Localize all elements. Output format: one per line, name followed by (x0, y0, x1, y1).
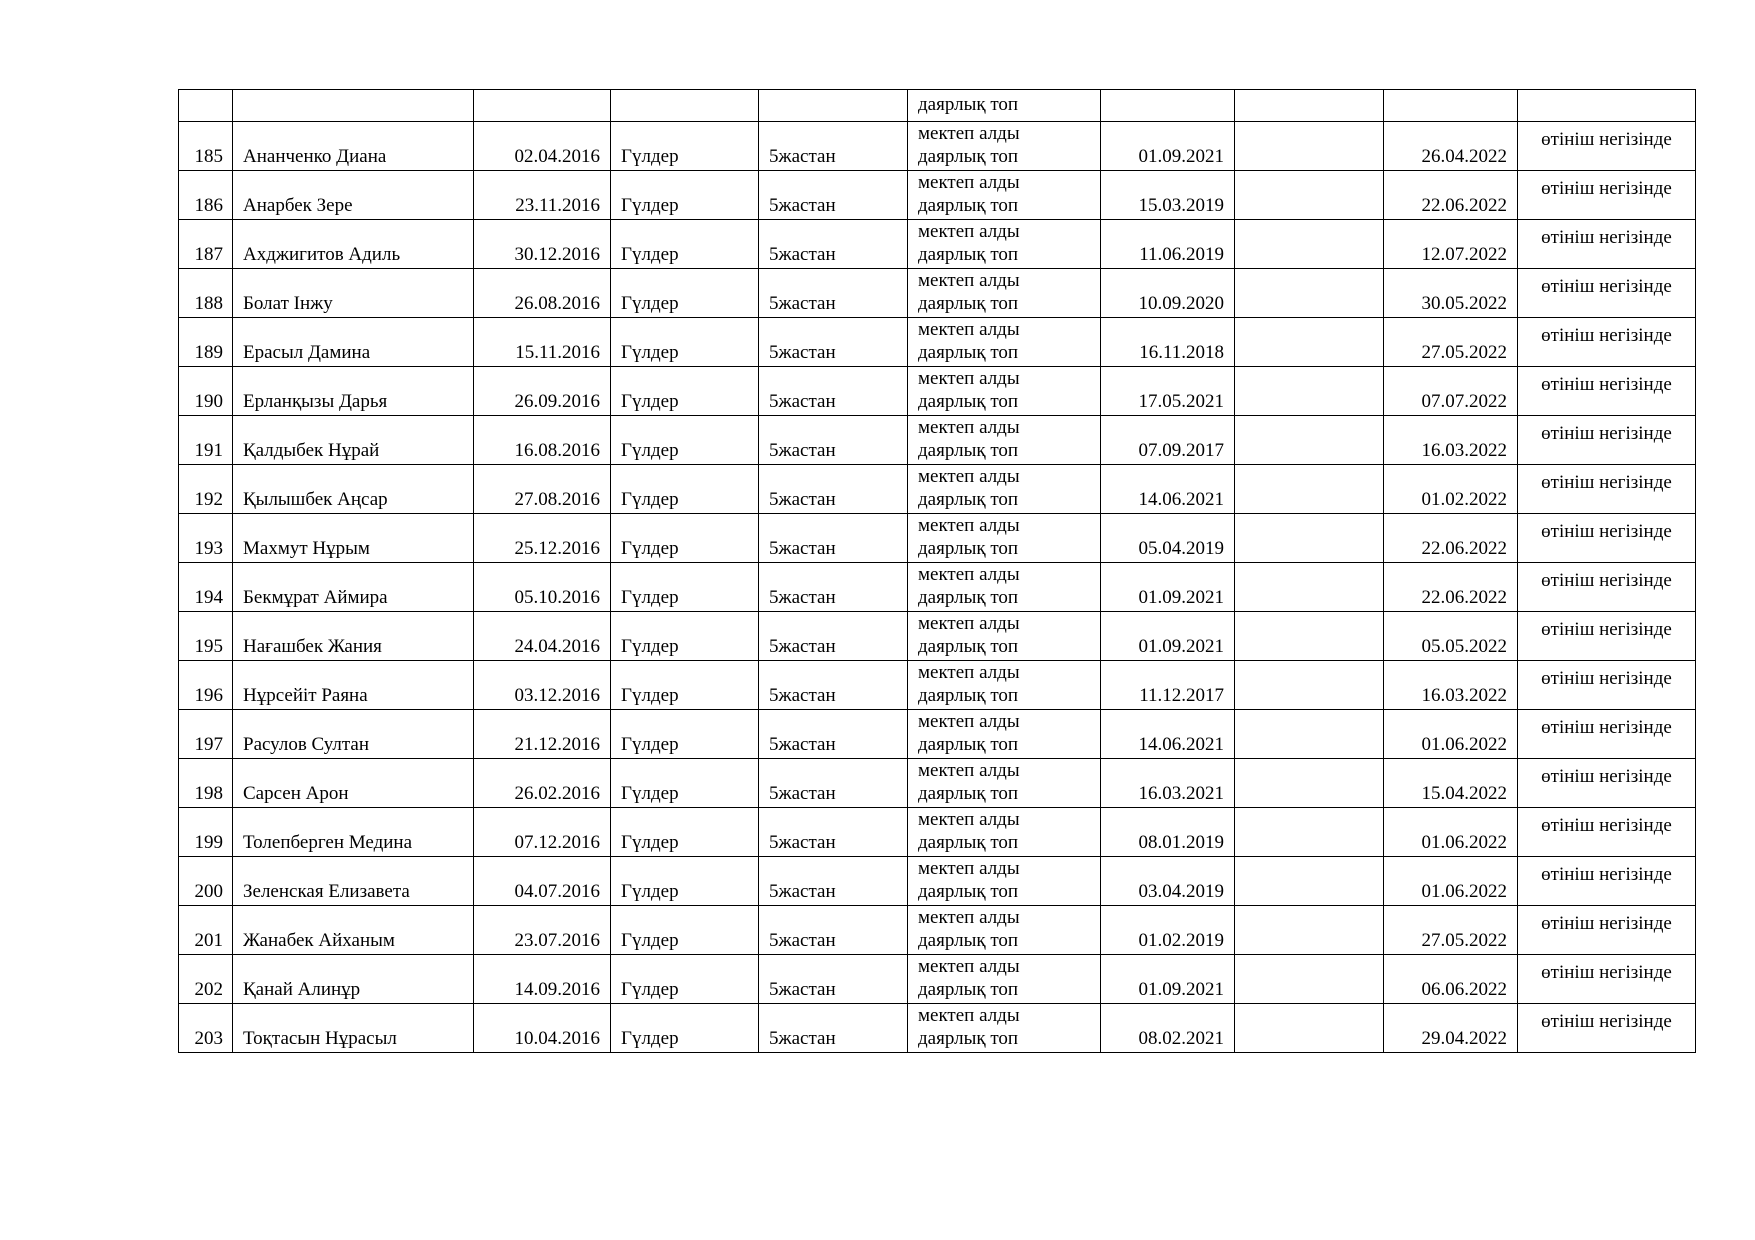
program-line-1: мектеп алды (918, 1005, 1020, 1026)
cell-group: Гүлдер (611, 710, 759, 759)
cell-date-in: 14.06.2021 (1101, 710, 1235, 759)
cell-empty (1235, 857, 1384, 906)
cell-reason: өтініш негізінде (1518, 165, 1696, 214)
cell-empty (1235, 367, 1384, 416)
program-line-1: мектеп алды (918, 123, 1020, 144)
table-row (179, 171, 1696, 220)
cell-age: 5жастан (759, 220, 908, 269)
cell-date-in: 07.09.2017 (1101, 416, 1235, 465)
cell-birth-date: 24.04.2016 (474, 612, 611, 661)
cell-number: 187 (179, 220, 233, 269)
program-line-1: мектеп алды (918, 172, 1020, 193)
program-line-2: даярлық топ (918, 440, 1019, 461)
cell-empty (1235, 220, 1384, 269)
cell-date-out: 16.03.2022 (1384, 416, 1518, 465)
cell-program (908, 661, 1101, 710)
cell-reason: өтініш негізінде (1518, 949, 1696, 998)
cell-date-in: 01.09.2021 (1101, 955, 1235, 1004)
cell-program (908, 269, 1101, 318)
cell-date-in: 01.09.2021 (1101, 563, 1235, 612)
cell-reason: өтініш негізінде (1518, 753, 1696, 802)
cell-birth-date (474, 90, 611, 122)
program-line-1: мектеп алды (918, 613, 1020, 634)
program-line-1: мектеп алды (918, 907, 1020, 928)
cell-date-out: 05.05.2022 (1384, 612, 1518, 661)
cell-group: Гүлдер (611, 808, 759, 857)
cell-empty (1235, 1004, 1384, 1053)
cell-name: Махмут Нұрым (233, 514, 474, 563)
program-line-1: мектеп алды (918, 368, 1020, 389)
cell-group: Гүлдер (611, 416, 759, 465)
cell-group: Гүлдер (611, 563, 759, 612)
cell-program (908, 906, 1101, 955)
cell-name: Жанабек Айханым (233, 906, 474, 955)
cell-date-out: 01.02.2022 (1384, 465, 1518, 514)
program-line-1: мектеп алды (918, 858, 1020, 879)
cell-group: Гүлдер (611, 1004, 759, 1053)
cell-empty (1235, 122, 1384, 171)
cell-reason: өтініш негізінде (1518, 900, 1696, 949)
cell-group: Гүлдер (611, 171, 759, 220)
cell-program (908, 612, 1101, 661)
cell-reason: өтініш негізінде (1518, 508, 1696, 557)
cell-birth-date: 16.08.2016 (474, 416, 611, 465)
cell-reason: өтініш негізінде (1518, 998, 1696, 1047)
cell-program (908, 808, 1101, 857)
cell-age: 5жастан (759, 416, 908, 465)
cell-program (908, 122, 1101, 171)
cell-age: 5жастан (759, 122, 908, 171)
cell-date-out: 15.04.2022 (1384, 759, 1518, 808)
table-row (179, 808, 1696, 857)
program-line-2: даярлық топ (918, 881, 1019, 902)
cell-age: 5жастан (759, 563, 908, 612)
cell-program (908, 416, 1101, 465)
cell-age: 5жастан (759, 661, 908, 710)
cell-number: 190 (179, 367, 233, 416)
cell-group: Гүлдер (611, 955, 759, 1004)
cell-number: 188 (179, 269, 233, 318)
cell-program (908, 759, 1101, 808)
table-row (179, 759, 1696, 808)
cell-program (908, 1004, 1101, 1053)
cell-number: 192 (179, 465, 233, 514)
cell-name: Нағашбек Жания (233, 612, 474, 661)
cell-group: Гүлдер (611, 759, 759, 808)
cell-age: 5жастан (759, 759, 908, 808)
cell-age: 5жастан (759, 367, 908, 416)
cell-name (233, 90, 474, 122)
cell-date-in: 11.12.2017 (1101, 661, 1235, 710)
cell-birth-date: 15.11.2016 (474, 318, 611, 367)
cell-number: 200 (179, 857, 233, 906)
cell-number (179, 90, 233, 122)
cell-group: Гүлдер (611, 906, 759, 955)
cell-date-out (1384, 90, 1518, 122)
table-row (179, 318, 1696, 367)
cell-name: Сарсен Арон (233, 759, 474, 808)
cell-name: Зеленская Елизавета (233, 857, 474, 906)
cell-empty (1235, 171, 1384, 220)
cell-age: 5жастан (759, 857, 908, 906)
cell-name: Бекмұрат Аймира (233, 563, 474, 612)
cell-date-in: 03.04.2019 (1101, 857, 1235, 906)
cell-reason: өтініш негізінде (1518, 704, 1696, 753)
cell-name: Қалдыбек Нұрай (233, 416, 474, 465)
program-line-1: мектеп алды (918, 319, 1020, 340)
cell-empty (1235, 514, 1384, 563)
table-row (179, 220, 1696, 269)
table-row (179, 563, 1696, 612)
cell-date-out: 27.05.2022 (1384, 318, 1518, 367)
cell-age: 5жастан (759, 171, 908, 220)
cell-date-out: 01.06.2022 (1384, 857, 1518, 906)
cell-name: Ахджигитов Адиль (233, 220, 474, 269)
program-line-1: мектеп алды (918, 564, 1020, 585)
program-line-1: мектеп алды (918, 711, 1020, 732)
cell-name: Нұрсейіт Раяна (233, 661, 474, 710)
cell-date-out: 26.04.2022 (1384, 122, 1518, 171)
cell-program (908, 367, 1101, 416)
cell-number: 203 (179, 1004, 233, 1053)
cell-birth-date: 26.08.2016 (474, 269, 611, 318)
program-line-2: даярлық топ (918, 391, 1019, 412)
cell-name: Қылышбек Аңсар (233, 465, 474, 514)
program-line-2: даярлық топ (918, 146, 1019, 167)
program-line-1: мектеп алды (918, 760, 1020, 781)
cell-date-out: 27.05.2022 (1384, 906, 1518, 955)
cell-reason: өтініш негізінде (1518, 606, 1696, 655)
program-line-2: даярлық топ (918, 783, 1019, 804)
cell-number: 199 (179, 808, 233, 857)
cell-program (908, 563, 1101, 612)
program-line-2: даярлық топ (918, 195, 1019, 216)
program-line-1: мектеп алды (918, 270, 1020, 291)
cell-number: 185 (179, 122, 233, 171)
table-row (179, 857, 1696, 906)
cell-date-in: 08.02.2021 (1101, 1004, 1235, 1053)
cell-group: Гүлдер (611, 318, 759, 367)
cell-date-in: 01.09.2021 (1101, 612, 1235, 661)
cell-age: 5жастан (759, 1004, 908, 1053)
cell-name: Расулов Султан (233, 710, 474, 759)
cell-number: 201 (179, 906, 233, 955)
table-row (179, 122, 1696, 171)
cell-group: Гүлдер (611, 612, 759, 661)
cell-date-in: 08.01.2019 (1101, 808, 1235, 857)
cell-birth-date: 26.09.2016 (474, 367, 611, 416)
cell-name: Анарбек Зере (233, 171, 474, 220)
program-line-2: даярлық топ (918, 636, 1019, 657)
cell-age: 5жастан (759, 906, 908, 955)
cell-birth-date: 27.08.2016 (474, 465, 611, 514)
cell-reason: өтініш негізінде (1518, 312, 1696, 361)
cell-date-out: 01.06.2022 (1384, 710, 1518, 759)
cell-name: Толепберген Медина (233, 808, 474, 857)
program-line-2: даярлық топ (918, 979, 1019, 1000)
cell-date-out: 29.04.2022 (1384, 1004, 1518, 1053)
table-row (179, 1004, 1696, 1053)
cell-empty (1235, 465, 1384, 514)
cell-age: 5жастан (759, 808, 908, 857)
cell-birth-date: 07.12.2016 (474, 808, 611, 857)
cell-empty (1235, 906, 1384, 955)
program-line-1: мектеп алды (918, 466, 1020, 487)
cell-birth-date: 03.12.2016 (474, 661, 611, 710)
cell-group: Гүлдер (611, 857, 759, 906)
cell-empty (1235, 563, 1384, 612)
cell-date-in: 14.06.2021 (1101, 465, 1235, 514)
cell-date-in: 16.03.2021 (1101, 759, 1235, 808)
program-line-1: мектеп алды (918, 956, 1020, 977)
cell-program (908, 318, 1101, 367)
cell-program: даярлық топ (908, 90, 1101, 122)
cell-birth-date: 25.12.2016 (474, 514, 611, 563)
cell-group: Гүлдер (611, 269, 759, 318)
cell-date-out: 22.06.2022 (1384, 563, 1518, 612)
cell-birth-date: 10.04.2016 (474, 1004, 611, 1053)
cell-date-in: 10.09.2020 (1101, 269, 1235, 318)
cell-empty (1235, 661, 1384, 710)
cell-number: 191 (179, 416, 233, 465)
cell-program (908, 514, 1101, 563)
cell-reason: өтініш негізінде (1518, 802, 1696, 851)
program-line-1: мектеп алды (918, 221, 1020, 242)
cell-name: Ерасыл Дамина (233, 318, 474, 367)
program-line-1: мектеп алды (918, 417, 1020, 438)
cell-date-out: 22.06.2022 (1384, 514, 1518, 563)
cell-empty (1235, 808, 1384, 857)
cell-group: Гүлдер (611, 514, 759, 563)
cell-age: 5жастан (759, 465, 908, 514)
cell-program (908, 857, 1101, 906)
program-line-2: даярлық топ (918, 489, 1019, 510)
table-row (179, 661, 1696, 710)
cell-number: 193 (179, 514, 233, 563)
cell-reason: өтініш негізінде (1518, 361, 1696, 410)
cell-age: 5жастан (759, 710, 908, 759)
program-line-2: даярлық топ (918, 293, 1019, 314)
cell-number: 202 (179, 955, 233, 1004)
cell-program (908, 710, 1101, 759)
cell-program (908, 465, 1101, 514)
cell-date-out: 07.07.2022 (1384, 367, 1518, 416)
cell-name: Ананченко Диана (233, 122, 474, 171)
cell-empty (1235, 416, 1384, 465)
cell-reason: өтініш негізінде (1518, 214, 1696, 263)
table-row (179, 514, 1696, 563)
cell-empty (1235, 90, 1384, 122)
program-line-2: даярлық топ (918, 244, 1019, 265)
children-register-table (178, 89, 1696, 1053)
cell-date-in: 05.04.2019 (1101, 514, 1235, 563)
cell-program (908, 955, 1101, 1004)
cell-birth-date: 21.12.2016 (474, 710, 611, 759)
cell-empty (1235, 269, 1384, 318)
cell-date-in: 17.05.2021 (1101, 367, 1235, 416)
cell-date-in: 01.09.2021 (1101, 122, 1235, 171)
cell-date-in: 01.02.2019 (1101, 906, 1235, 955)
cell-date-out: 30.05.2022 (1384, 269, 1518, 318)
cell-number: 194 (179, 563, 233, 612)
cell-birth-date: 04.07.2016 (474, 857, 611, 906)
cell-birth-date: 02.04.2016 (474, 122, 611, 171)
cell-birth-date: 14.09.2016 (474, 955, 611, 1004)
program-line-2: даярлық топ (918, 1028, 1019, 1049)
cell-group (611, 90, 759, 122)
cell-empty (1235, 759, 1384, 808)
program-line-1: мектеп алды (918, 662, 1020, 683)
cell-age (759, 90, 908, 122)
cell-name: Қанай Алинұр (233, 955, 474, 1004)
table-row-continued (179, 90, 1696, 122)
cell-number: 196 (179, 661, 233, 710)
table-body (179, 90, 1696, 1053)
cell-name: Тоқтасын Нұрасыл (233, 1004, 474, 1053)
cell-group: Гүлдер (611, 465, 759, 514)
cell-reason: өтініш негізінде (1518, 851, 1696, 900)
cell-age: 5жастан (759, 269, 908, 318)
cell-reason: өтініш негізінде (1518, 655, 1696, 704)
cell-group: Гүлдер (611, 220, 759, 269)
cell-date-in: 15.03.2019 (1101, 171, 1235, 220)
table-row (179, 955, 1696, 1004)
cell-name: Ерланқызы Дарья (233, 367, 474, 416)
cell-date-out: 16.03.2022 (1384, 661, 1518, 710)
program-line-2: даярлық топ (918, 734, 1019, 755)
cell-age: 5жастан (759, 955, 908, 1004)
cell-reason: өтініш негізінде (1518, 557, 1696, 606)
cell-group: Гүлдер (611, 661, 759, 710)
cell-birth-date: 26.02.2016 (474, 759, 611, 808)
program-line-2: даярлық топ (918, 538, 1019, 559)
cell-number: 198 (179, 759, 233, 808)
table-row (179, 612, 1696, 661)
cell-age: 5жастан (759, 612, 908, 661)
cell-birth-date: 23.11.2016 (474, 171, 611, 220)
cell-empty (1235, 318, 1384, 367)
cell-program (908, 220, 1101, 269)
cell-empty (1235, 710, 1384, 759)
table-row (179, 416, 1696, 465)
program-line-2: даярлық топ (918, 930, 1019, 951)
cell-date-in: 16.11.2018 (1101, 318, 1235, 367)
cell-date-in: 11.06.2019 (1101, 220, 1235, 269)
cell-group: Гүлдер (611, 122, 759, 171)
cell-date-out: 12.07.2022 (1384, 220, 1518, 269)
program-line-1: мектеп алды (918, 809, 1020, 830)
cell-reason: өтініш негізінде (1518, 116, 1696, 165)
cell-empty (1235, 612, 1384, 661)
cell-date-out: 22.06.2022 (1384, 171, 1518, 220)
cell-date-out: 01.06.2022 (1384, 808, 1518, 857)
cell-number: 189 (179, 318, 233, 367)
cell-age: 5жастан (759, 318, 908, 367)
program-line-2: даярлық топ (918, 685, 1019, 706)
cell-empty (1235, 955, 1384, 1004)
cell-reason: өтініш негізінде (1518, 263, 1696, 312)
program-line-2: даярлық топ (918, 832, 1019, 853)
program-line-2: даярлық топ (918, 342, 1019, 363)
cell-reason: өтініш негізінде (1518, 459, 1696, 508)
cell-reason: өтініш негізінде (1518, 410, 1696, 459)
table-row (179, 710, 1696, 759)
cell-group: Гүлдер (611, 367, 759, 416)
cell-number: 197 (179, 710, 233, 759)
cell-birth-date: 23.07.2016 (474, 906, 611, 955)
table-row (179, 367, 1696, 416)
cell-name: Болат Інжу (233, 269, 474, 318)
cell-date-in (1101, 90, 1235, 122)
cell-birth-date: 05.10.2016 (474, 563, 611, 612)
table-row (179, 269, 1696, 318)
cell-number: 186 (179, 171, 233, 220)
table-row (179, 465, 1696, 514)
table-row (179, 906, 1696, 955)
program-line-2: даярлық топ (918, 587, 1019, 608)
cell-date-out: 06.06.2022 (1384, 955, 1518, 1004)
cell-number: 195 (179, 612, 233, 661)
cell-age: 5жастан (759, 514, 908, 563)
cell-program (908, 171, 1101, 220)
program-line-1: мектеп алды (918, 515, 1020, 536)
cell-birth-date: 30.12.2016 (474, 220, 611, 269)
